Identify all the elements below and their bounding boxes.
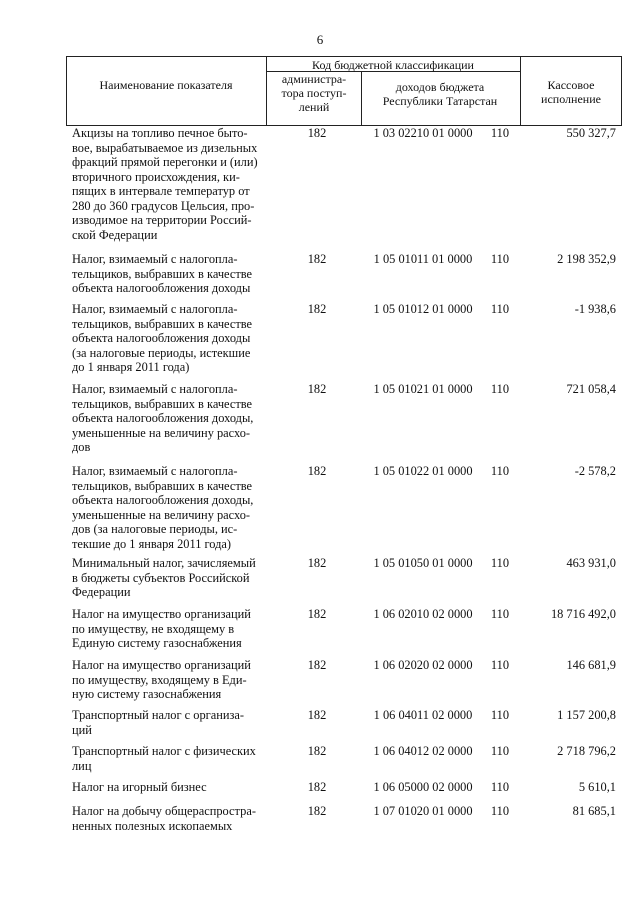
row-type-code: 110 <box>490 382 510 396</box>
row-name: Налог на имущество организаций по имуществу, входящему в Еди- ную систему газоснабжения <box>72 658 251 701</box>
header-top-border <box>66 56 622 57</box>
table-row <box>0 804 640 840</box>
row-amount: 2 718 796,2 <box>557 744 616 758</box>
row-income-code: 1 05 01050 01 0000 <box>373 556 473 570</box>
table-row <box>0 780 640 804</box>
row-income-code: 1 06 05000 02 0000 <box>373 780 473 794</box>
row-amount: 1 157 200,8 <box>557 708 616 722</box>
row-admin-code: 182 <box>307 708 327 722</box>
row-income-code: 1 03 02210 01 0000 <box>373 126 473 140</box>
table-body <box>0 126 640 840</box>
header-divider-cash <box>520 56 521 126</box>
table-row <box>0 658 640 708</box>
row-name: Транспортный налог с физических лиц <box>72 744 256 773</box>
row-type-code: 110 <box>490 607 510 621</box>
row-admin-code: 182 <box>307 607 327 621</box>
header-name-label: Наименование показателя <box>99 78 233 92</box>
row-name: Налог на добычу общераспростра- ненных полезных ископаемых <box>72 804 256 833</box>
row-admin-code: 182 <box>307 464 327 478</box>
table-row <box>0 126 640 252</box>
row-name: Налог, взимаемый с налогопла- тельщиков, выбравших в качестве объекта налогообложения доходы <box>72 252 253 295</box>
table-header <box>66 56 622 126</box>
table-row <box>0 556 640 607</box>
row-type-code: 110 <box>490 464 510 478</box>
row-admin-code: 182 <box>307 658 327 672</box>
table-row <box>0 464 640 556</box>
row-admin-code: 182 <box>307 126 327 140</box>
row-admin-code: 182 <box>307 556 327 570</box>
row-name: Налог, взимаемый с налогопла- тельщиков, выбравших в качестве объекта налогообложения доходы, уменьшенные на величину расхо- дов (за налоговые периоды, ис- текшие до 1 января 2011 года) <box>72 464 254 551</box>
row-name: Налог на имущество организаций по имуществу, не входящему в Единую систему газоснабжения <box>72 607 251 650</box>
row-admin-code: 182 <box>307 252 327 266</box>
row-amount: 721 058,4 <box>566 382 616 396</box>
row-amount: 2 198 352,9 <box>557 252 616 266</box>
row-name: Налог, взимаемый с налогопла- тельщиков, выбравших в качестве объекта налогообложения доходы (за налоговые периоды, истекшие до 1 января 2011 года) <box>72 302 253 374</box>
row-name: Налог на игорный бизнес <box>72 780 207 794</box>
row-admin-code: 182 <box>307 382 327 396</box>
row-type-code: 110 <box>490 302 510 316</box>
row-amount: 146 681,9 <box>566 658 616 672</box>
row-name: Налог, взимаемый с налогопла- тельщиков, выбравших в качестве объекта налогообложения доходы, уменьшенные на величину расхо- дов <box>72 382 254 454</box>
table-row <box>0 744 640 780</box>
row-income-code: 1 06 04011 02 0000 <box>373 708 473 722</box>
table-row <box>0 302 640 382</box>
row-name: Минимальный налог, зачисляемый в бюджеты субъектов Российской Федерации <box>72 556 256 599</box>
row-income-code: 1 05 01011 01 0000 <box>373 252 473 266</box>
row-amount: 550 327,7 <box>566 126 616 140</box>
row-name: Транспортный налог с организа- ций <box>72 708 245 737</box>
header-code-group-label: Код бюджетной классификации <box>312 58 474 72</box>
header-admin-label: администра- тора поступ- лений <box>281 72 347 114</box>
row-amount: -1 938,6 <box>574 302 616 316</box>
row-type-code: 110 <box>490 708 510 722</box>
page-number: 6 <box>316 32 324 47</box>
header-cash-label: Кассовое исполнение <box>541 78 601 106</box>
row-type-code: 110 <box>490 780 510 794</box>
row-type-code: 110 <box>490 658 510 672</box>
row-type-code: 110 <box>490 126 510 140</box>
row-type-code: 110 <box>490 804 510 818</box>
table-row <box>0 382 640 464</box>
table-row <box>0 708 640 744</box>
row-income-code: 1 06 02010 02 0000 <box>373 607 473 621</box>
row-admin-code: 182 <box>307 302 327 316</box>
row-amount: 5 610,1 <box>578 780 616 794</box>
row-type-code: 110 <box>490 744 510 758</box>
row-income-code: 1 05 01012 01 0000 <box>373 302 473 316</box>
row-amount: 81 685,1 <box>572 804 616 818</box>
row-income-code: 1 06 02020 02 0000 <box>373 658 473 672</box>
row-admin-code: 182 <box>307 804 327 818</box>
header-right-border <box>621 56 622 126</box>
header-income-label: доходов бюджета Республики Татарстан <box>382 80 498 108</box>
row-income-code: 1 05 01022 01 0000 <box>373 464 473 478</box>
row-name: Акцизы на топливо печное быто- вое, вырабатываемое из дизельных фракций прямой перегонки и (или) вторичного происхождения, ки- пящих в интервале температур от 280 до 360 градусов Цельсия, про- изводимое на территории Россий- ской Федерации <box>72 126 258 242</box>
row-type-code: 110 <box>490 252 510 266</box>
table-row <box>0 607 640 658</box>
row-admin-code: 182 <box>307 744 327 758</box>
row-amount: 18 716 492,0 <box>550 607 616 621</box>
row-amount: 463 931,0 <box>566 556 616 570</box>
row-admin-code: 182 <box>307 780 327 794</box>
row-income-code: 1 05 01021 01 0000 <box>373 382 473 396</box>
row-type-code: 110 <box>490 556 510 570</box>
row-amount: -2 578,2 <box>574 464 616 478</box>
row-income-code: 1 07 01020 01 0000 <box>373 804 473 818</box>
row-income-code: 1 06 04012 02 0000 <box>373 744 473 758</box>
table-row <box>0 252 640 302</box>
